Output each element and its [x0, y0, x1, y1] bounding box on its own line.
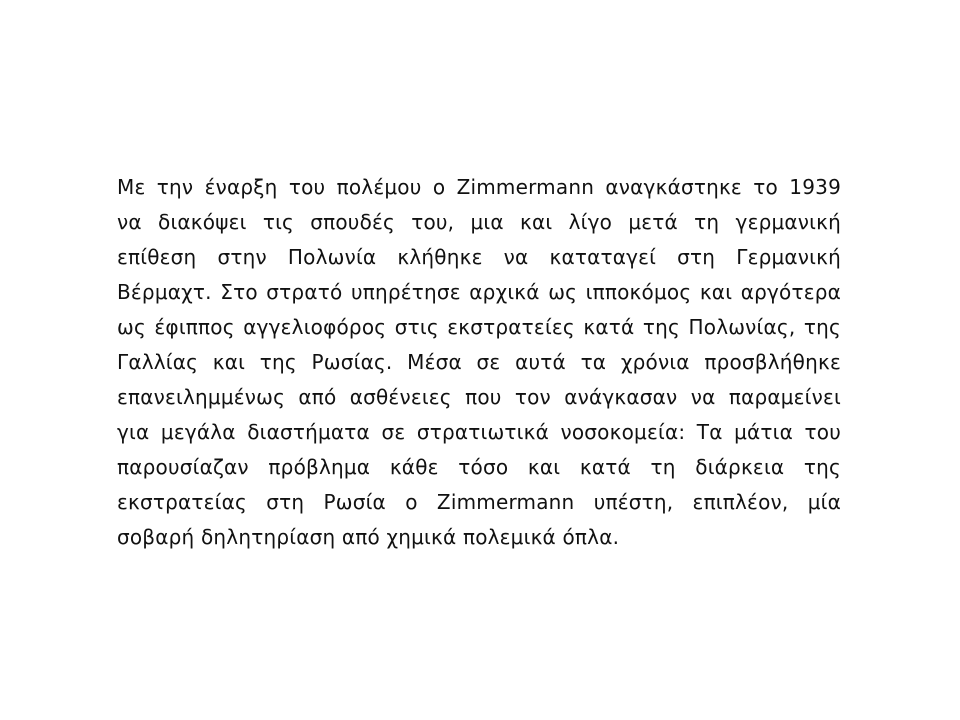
text-line-7: επανειλημμένως από ασθένειες που τον ανάγκασαν να παραμείνει	[117, 385, 841, 409]
text-line-3: επίθεση στην Πολωνία κλήθηκε να καταταγεί στη Γερμανική	[117, 245, 841, 269]
text-line-11: σοβαρή δηλητηρίαση από χημικά πολεμικά όπλα.	[117, 525, 620, 549]
text-line-10: εκστρατείας στη Ρωσία ο Zimmermann υπέστη, επιπλέον, μία	[117, 490, 841, 514]
text-line-2: να διακόψει τις σπουδές του, μια και λίγο μετά τη γερμανική	[117, 210, 841, 234]
text-line-8: για μεγάλα διαστήματα σε στρατιωτικά νοσοκομεία: Τα μάτια του	[117, 420, 841, 444]
text-line-9: παρουσίαζαν πρόβλημα κάθε τόσο και κατά τη διάρκεια της	[117, 455, 841, 479]
paragraph	[117, 170, 841, 555]
text-line-5: ως έφιππος αγγελιοφόρος στις εκστρατείες κατά της Πολωνίας, της	[117, 315, 841, 339]
text-line-4: Βέρμαχτ. Στο στρατό υπηρέτησε αρχικά ως ιπποκόμος και αργότερα	[117, 280, 841, 304]
text-line-6: Γαλλίας και της Ρωσίας. Μέσα σε αυτά τα χρόνια προσβλήθηκε	[117, 350, 841, 374]
text-line-1: Με την έναρξη του πολέμου ο Zimmermann αναγκάστηκε το 1939	[117, 175, 841, 199]
